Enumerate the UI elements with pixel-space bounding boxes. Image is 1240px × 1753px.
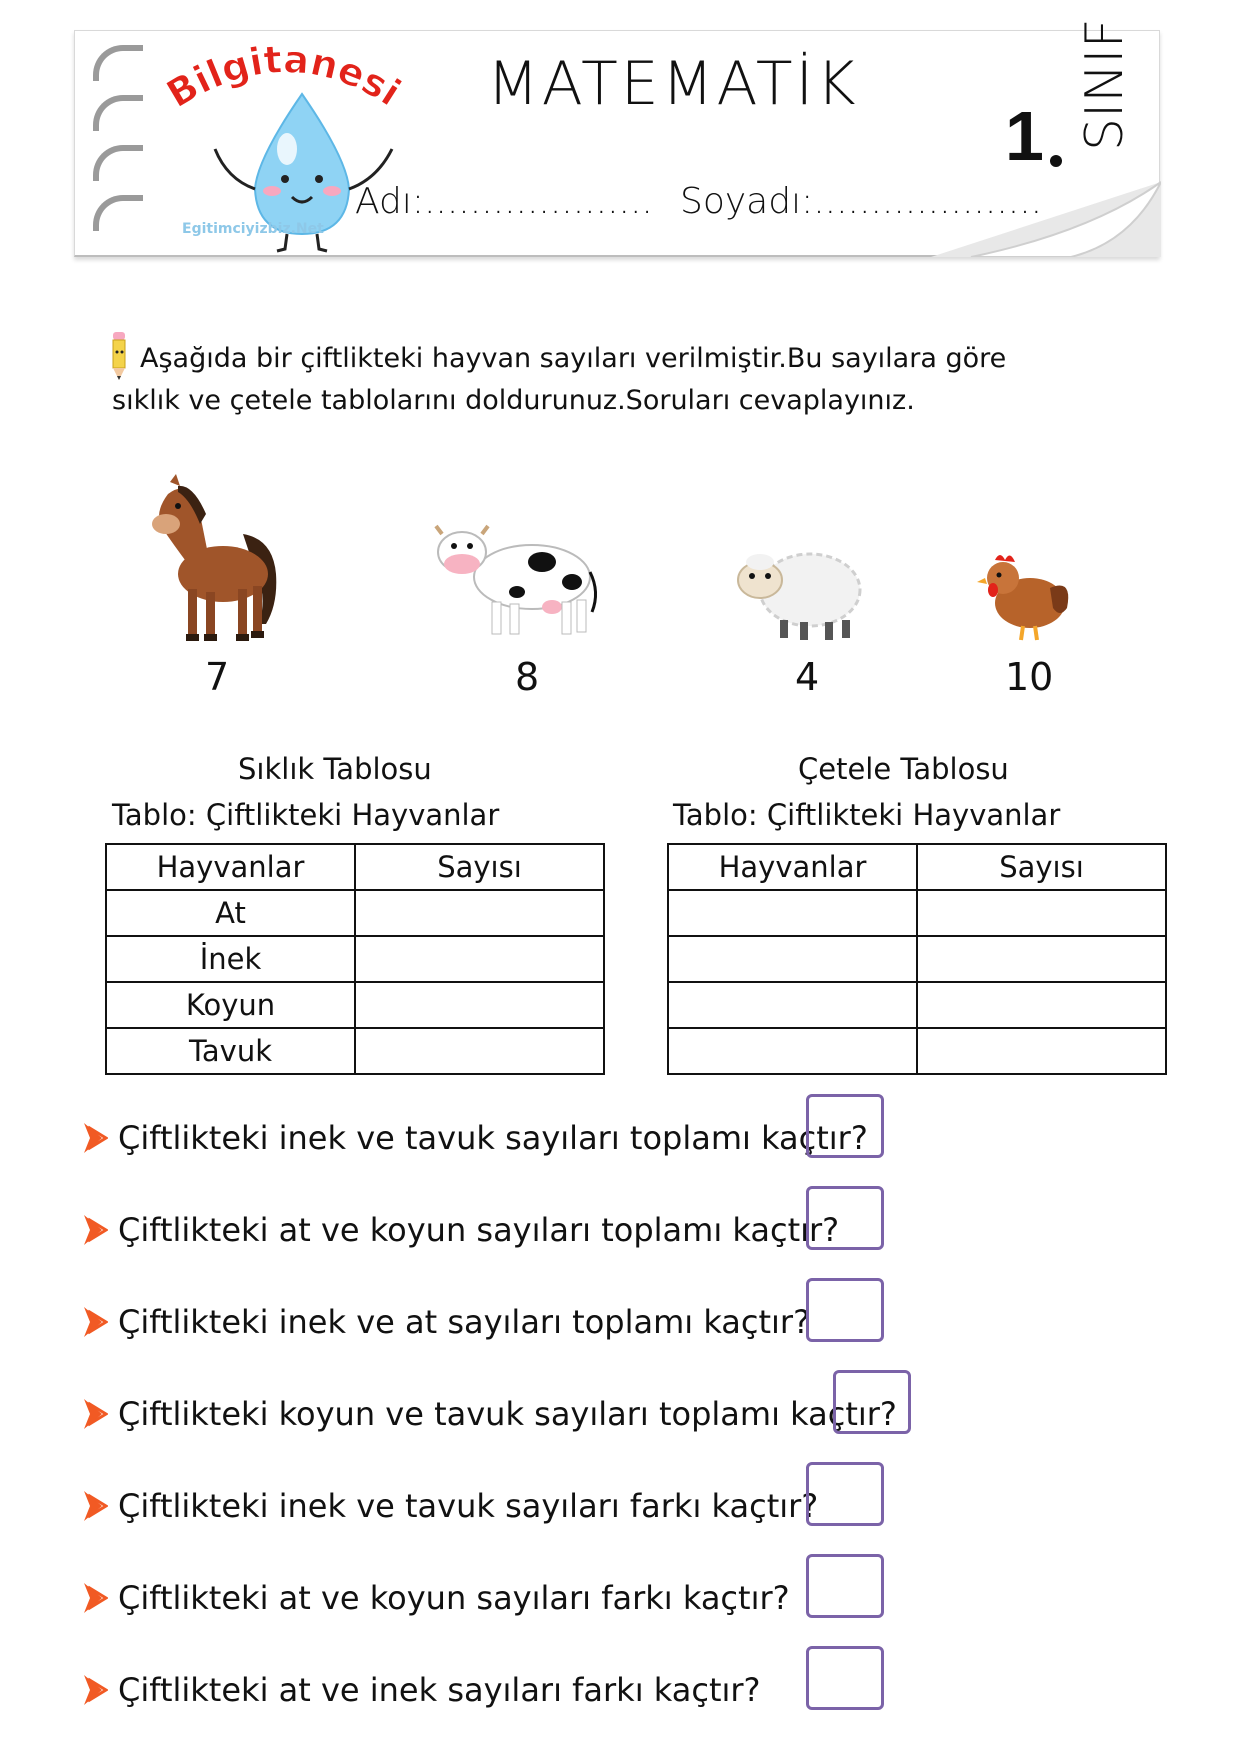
animal-cell: İnek: [106, 936, 355, 982]
chevron-right-icon: [82, 1121, 108, 1155]
binder-ring: [93, 145, 143, 181]
cow-icon: [432, 522, 602, 642]
tally-answer-cell[interactable]: [917, 936, 1166, 982]
animal-answer-cell[interactable]: [668, 936, 917, 982]
horse-count: 7: [205, 655, 230, 699]
question-item: [82, 1200, 839, 1260]
table-row: [668, 982, 1166, 1028]
animal-cell: Koyun: [106, 982, 355, 1028]
instruction-line-2: sıklık ve çetele tablolarını doldurunuz.Soruları cevaplayınız.: [112, 385, 915, 416]
sheep-count: 4: [795, 655, 820, 699]
question-text: Çiftlikteki at ve koyun sayıları farkı kaçtır?: [118, 1579, 790, 1617]
instruction-line-1: Aşağıda bir çiftlikteki hayvan sayıları verilmiştir.Bu sayılara göre: [140, 343, 1007, 374]
table-header-row: [106, 844, 604, 890]
chevron-right-icon: [82, 1305, 108, 1339]
table-row: [668, 1028, 1166, 1074]
table-row: [668, 936, 1166, 982]
frequency-table: [105, 843, 605, 1075]
binder-ring: [93, 45, 143, 81]
tally-answer-cell[interactable]: [917, 890, 1166, 936]
question-text: Çiftlikteki inek ve at sayıları toplamı kaçtır?: [118, 1303, 811, 1341]
count-answer-cell[interactable]: [355, 936, 604, 982]
column-header-count: Sayısı: [917, 844, 1166, 890]
name-field[interactable]: Adı:....................: [355, 181, 653, 222]
animal-answer-cell[interactable]: [668, 1028, 917, 1074]
animal-cell: At: [106, 890, 355, 936]
column-header-count: Sayısı: [355, 844, 604, 890]
binder-ring: [93, 195, 143, 231]
tally-table-caption: Tablo: Çiftlikteki Hayvanlar: [673, 798, 1061, 832]
question-text: Çiftlikteki koyun ve tavuk sayıları toplamı kaçtır?: [118, 1395, 897, 1433]
animal-answer-cell[interactable]: [668, 890, 917, 936]
grade-number: 1: [1005, 97, 1044, 175]
table-header-row: [668, 844, 1166, 890]
answer-box[interactable]: [806, 1094, 884, 1158]
table-row: [106, 890, 604, 936]
frequency-table-caption: Tablo: Çiftlikteki Hayvanlar: [112, 798, 500, 832]
grade-label: SINIF: [1075, 18, 1135, 151]
horse-icon: [148, 474, 286, 644]
table-row: [668, 890, 1166, 936]
question-text: Çiftlikteki inek ve tavuk sayıları toplamı kaçtır?: [118, 1119, 868, 1157]
question-item: [82, 1660, 761, 1720]
tally-answer-cell[interactable]: [917, 982, 1166, 1028]
instruction-text: [112, 338, 1012, 422]
answer-box[interactable]: [806, 1646, 884, 1710]
animal-answer-cell[interactable]: [668, 982, 917, 1028]
tally-table-heading: Çetele Tablosu: [798, 752, 1009, 786]
svg-text:Bilgitanesi: Bilgitanesi: [158, 39, 409, 117]
question-text: Çiftlikteki inek ve tavuk sayıları farkı kaçtır?: [118, 1487, 819, 1525]
chevron-right-icon: [82, 1673, 108, 1707]
tally-answer-cell[interactable]: [917, 1028, 1166, 1074]
column-header-animals: Hayvanlar: [106, 844, 355, 890]
chevron-right-icon: [82, 1397, 108, 1431]
sheep-icon: [730, 540, 865, 645]
chevron-right-icon: [82, 1581, 108, 1615]
cow-count: 8: [515, 655, 540, 699]
count-answer-cell[interactable]: [355, 1028, 604, 1074]
count-answer-cell[interactable]: [355, 982, 604, 1028]
answer-box[interactable]: [806, 1278, 884, 1342]
answer-box[interactable]: [806, 1462, 884, 1526]
table-row: [106, 982, 604, 1028]
question-text: Çiftlikteki at ve koyun sayıları toplamı kaçtır?: [118, 1211, 840, 1249]
logo-site-text: Egitimciyizbiz.Net: [182, 221, 324, 237]
grade-dot: [1050, 155, 1062, 167]
answer-box[interactable]: [833, 1370, 911, 1434]
table-row: [106, 936, 604, 982]
count-answer-cell[interactable]: [355, 890, 604, 936]
question-text: Çiftlikteki at ve inek sayıları farkı kaçtır?: [118, 1671, 761, 1709]
question-item: [82, 1384, 897, 1444]
question-item: [82, 1476, 818, 1536]
question-item: [82, 1108, 868, 1168]
question-item: [82, 1568, 790, 1628]
worksheet-header: [74, 18, 1160, 257]
subject-title: MATEMATİK: [487, 49, 859, 119]
question-item: [82, 1292, 810, 1352]
chevron-right-icon: [82, 1213, 108, 1247]
answer-box[interactable]: [806, 1186, 884, 1250]
chevron-right-icon: [82, 1489, 108, 1523]
surname-field[interactable]: Soyadı:....................: [680, 181, 1043, 222]
answer-box[interactable]: [806, 1554, 884, 1618]
table-row: [106, 1028, 604, 1074]
frequency-table-heading: Sıklık Tablosu: [238, 752, 432, 786]
tally-table: [667, 843, 1167, 1075]
animal-cell: Tavuk: [106, 1028, 355, 1074]
binder-ring: [93, 95, 143, 131]
chicken-icon: [975, 548, 1075, 643]
column-header-animals: Hayvanlar: [668, 844, 917, 890]
chicken-count: 10: [1005, 655, 1054, 699]
